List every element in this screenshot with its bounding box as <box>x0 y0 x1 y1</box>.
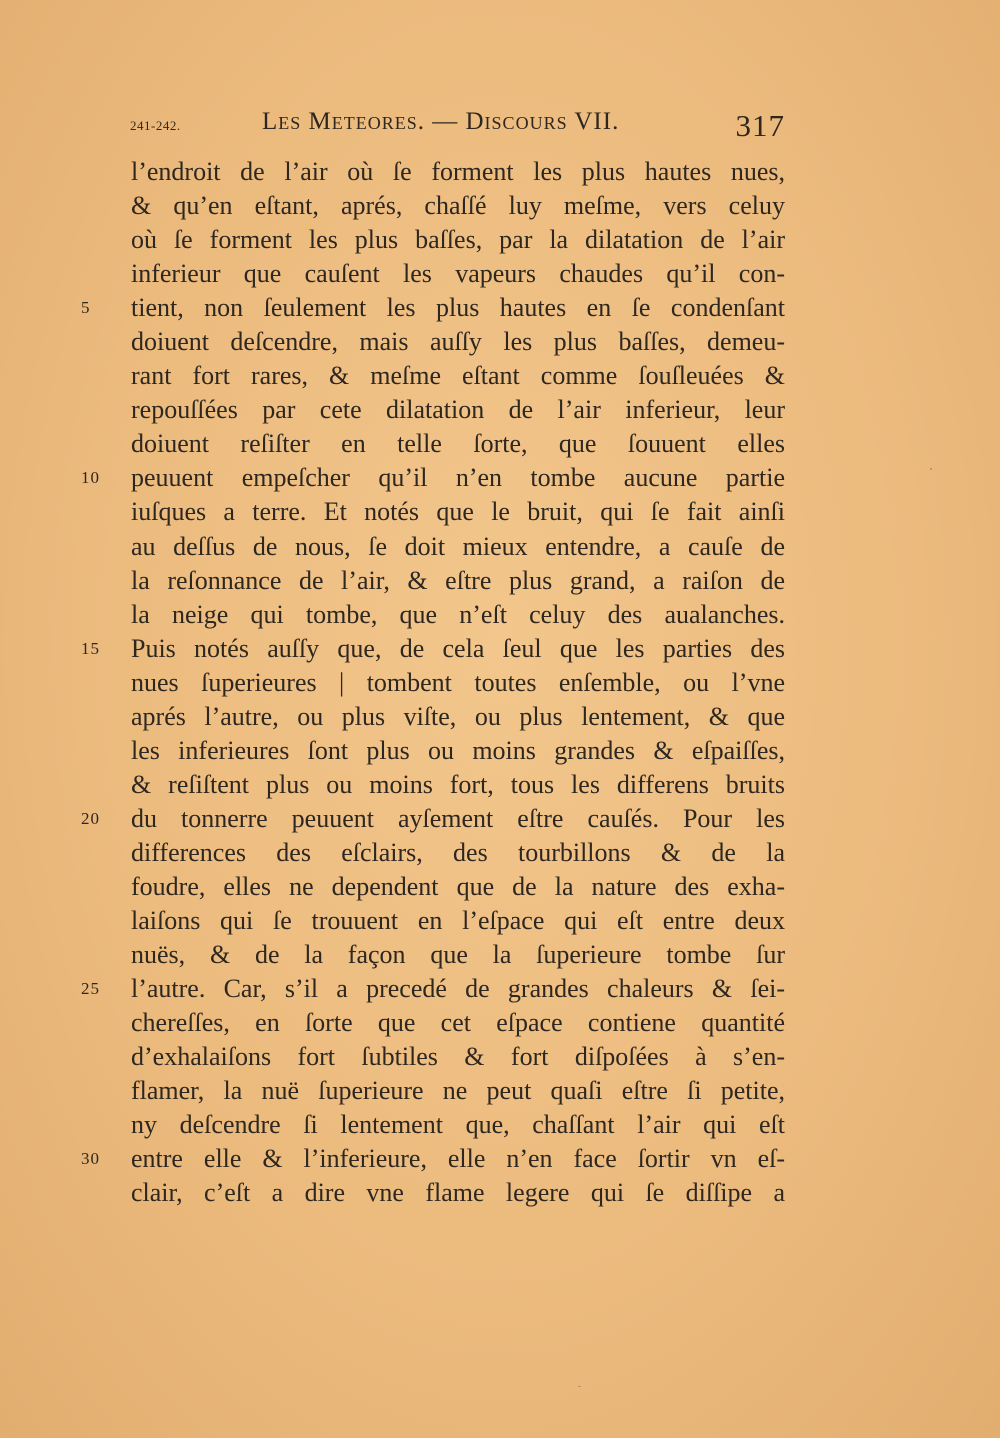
line-text: nues ſuperieures | tombent toutes enſemble, ou l’vne <box>131 667 785 697</box>
running-head <box>130 104 785 144</box>
text-line <box>131 734 785 768</box>
line-text: nuës, & de la façon que la ſuperieure tombe ſur <box>131 940 785 970</box>
text-line <box>81 1142 785 1176</box>
line-number: 5 <box>81 298 91 318</box>
line-text: peuuent empeſcher qu’il n’en tombe aucune partie <box>131 463 785 493</box>
line-text: l’autre. Car, s’il a precedé de grandes chaleurs & ſei- <box>131 974 785 1004</box>
text-line <box>81 461 785 495</box>
text-line <box>131 393 785 427</box>
text-line <box>131 1108 785 1142</box>
line-text: entre elle & l’inferieure, elle n’en face ſortir vn eſ- <box>131 1144 785 1174</box>
text-line <box>131 530 785 564</box>
line-text: la neige qui tombe, que n’eſt celuy des aualanches. <box>131 599 785 629</box>
line-text: aprés l’autre, ou plus viſte, ou plus lentement, & que <box>131 701 785 731</box>
line-text: Puis notés auſſy que, de cela ſeul que les parties des <box>131 633 785 663</box>
text-line <box>131 836 785 870</box>
line-text: iuſques a terre. Et notés que le bruit, qui ſe fait ainſi <box>131 497 785 527</box>
line-text: les inferieures ſont plus ou moins grandes & eſpaiſſes, <box>131 735 785 765</box>
text-line <box>131 495 785 529</box>
line-text: ny deſcendre ſi lentement que, chaſſant l’air qui eſt <box>131 1110 785 1140</box>
line-text: laiſons qui ſe trouuent en l’eſpace qui eſt entre deux <box>131 906 785 936</box>
line-text: chereſſes, en ſorte que cet eſpace contiene quantité <box>131 1008 785 1038</box>
line-text: repouſſées par cete dilatation de l’air inferieur, leur <box>131 395 785 425</box>
text-line <box>131 155 785 189</box>
line-number: 10 <box>81 468 100 488</box>
line-text: clair, c’eſt a dire vne flame legere qui ſe diſſipe a <box>131 1178 785 1208</box>
body-text <box>81 155 785 1210</box>
text-line <box>81 632 785 666</box>
line-text: rant fort rares, & meſme eſtant comme ſouſleuées & <box>131 361 785 391</box>
line-text: où ſe forment les plus baſſes, par la dilatation de l’air <box>131 225 785 255</box>
paper-speck <box>578 1386 581 1387</box>
line-number: 20 <box>81 808 100 828</box>
text-line <box>131 427 785 461</box>
text-line <box>131 223 785 257</box>
text-line <box>131 1176 785 1210</box>
text-line <box>131 598 785 632</box>
line-number: 15 <box>81 638 100 658</box>
line-text: inferieur que cauſent les vapeurs chaudes qu’il con- <box>131 259 785 289</box>
line-text: differences des eſclairs, des tourbillons & de la <box>131 837 785 867</box>
text-line <box>131 1006 785 1040</box>
line-text: & reſiſtent plus ou moins fort, tous les differens bruits <box>131 769 785 799</box>
text-line <box>81 291 785 325</box>
text-line <box>131 768 785 802</box>
text-line <box>131 257 785 291</box>
text-line <box>81 802 785 836</box>
text-line <box>131 325 785 359</box>
line-text: d’exhalaiſons fort ſubtiles & fort diſpoſées à s’en- <box>131 1042 785 1072</box>
text-line <box>131 904 785 938</box>
text-line <box>131 870 785 904</box>
text-line <box>131 938 785 972</box>
line-text: & qu’en eſtant, aprés, chaſſé luy meſme, vers celuy <box>131 191 785 221</box>
text-line <box>81 972 785 1006</box>
text-line <box>131 189 785 223</box>
text-line <box>131 666 785 700</box>
line-number: 25 <box>81 979 100 999</box>
running-title: Les Meteores. — Discours VII. <box>262 108 620 135</box>
page-reference: 241-242. <box>130 118 181 133</box>
line-text: foudre, elles ne dependent que de la nature des exha- <box>131 871 785 901</box>
line-text: flamer, la nuë ſuperieure ne peut quaſi eſtre ſi petite, <box>131 1076 785 1106</box>
line-text: la reſonnance de l’air, & eſtre plus grand, a raiſon de <box>131 565 785 595</box>
line-text: du tonnerre peuuent ayſement eſtre cauſés. Pour les <box>131 803 785 833</box>
line-text: tient, non ſeulement les plus hautes en ſe condenſant <box>131 293 785 323</box>
text-line <box>131 564 785 598</box>
page-number: 317 <box>735 108 785 143</box>
line-text: doiuent reſiſter en telle ſorte, que ſouuent elles <box>131 429 785 459</box>
line-text: au deſſus de nous, ſe doit mieux entendre, a cauſe de <box>131 531 785 561</box>
text-line <box>131 359 785 393</box>
line-text: doiuent deſcendre, mais auſſy les plus baſſes, demeu- <box>131 327 785 357</box>
paper-speck <box>930 468 932 470</box>
text-line <box>131 1074 785 1108</box>
line-text: l’endroit de l’air où ſe forment les plus hautes nues, <box>131 157 785 186</box>
text-line <box>131 700 785 734</box>
line-number: 30 <box>81 1149 100 1169</box>
text-line <box>131 1040 785 1074</box>
